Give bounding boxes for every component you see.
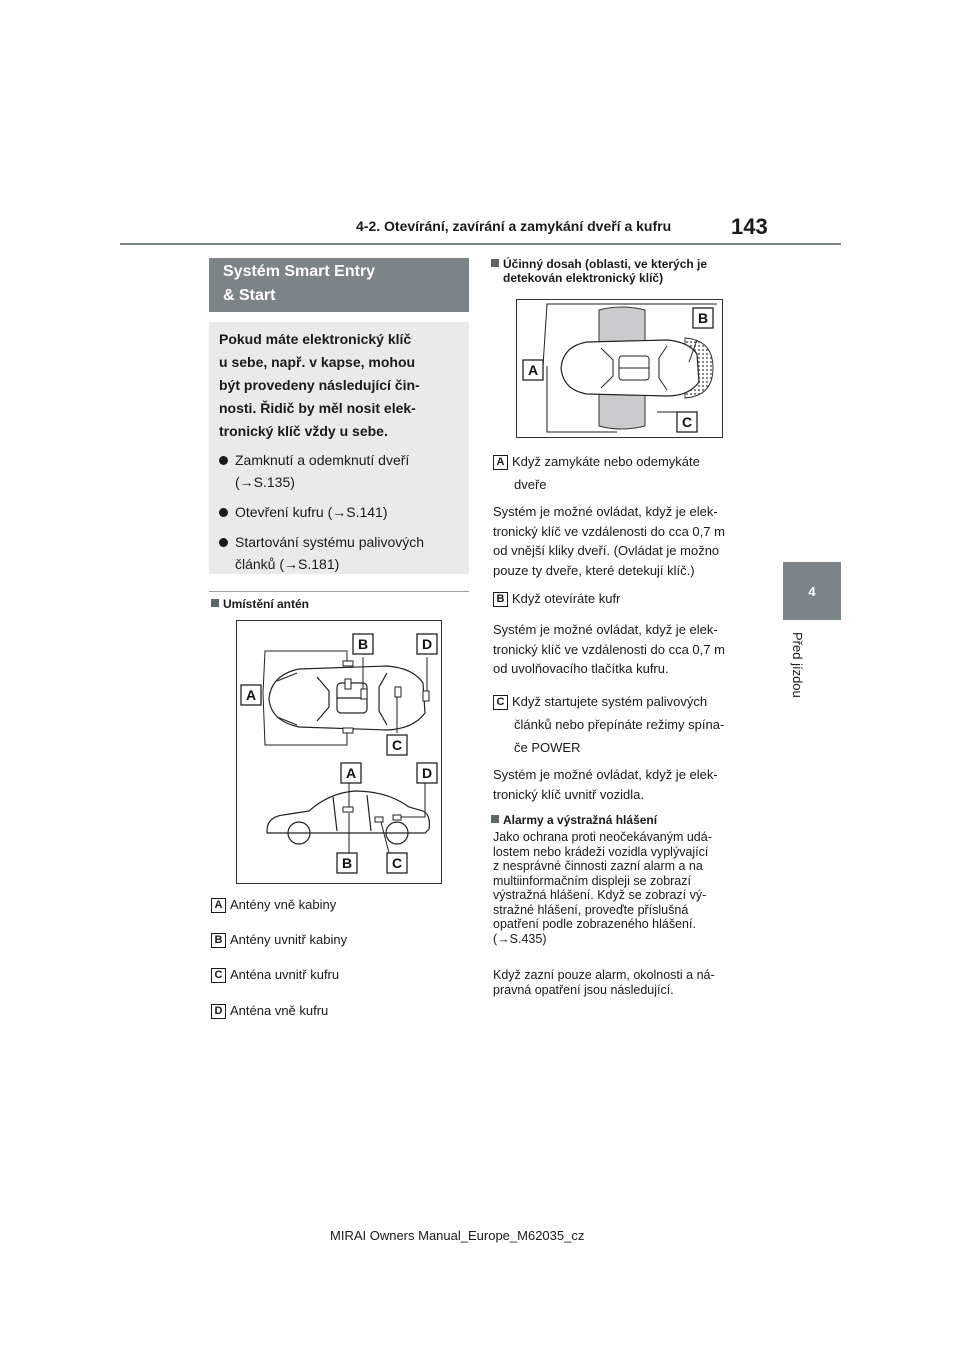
fig2-label-c: C [681, 414, 693, 430]
range-item-a-label: A Když zamykáte nebo odemykáte dveře [493, 450, 700, 496]
fig1-label-a-top: A [245, 687, 257, 703]
antenna-diagram [237, 621, 441, 883]
link-page-435[interactable]: (→S.435) [493, 931, 547, 946]
page-number: 143 [731, 214, 768, 239]
section-title: 4-2. Otevírání, zavírání a zamykání dveří a kufru [356, 218, 672, 234]
fig1-label-d-side: D [421, 765, 433, 781]
fig2-label-a: A [527, 362, 539, 378]
header-divider [120, 243, 841, 245]
chapter-number: 4 [808, 583, 816, 599]
bullet-lock-unlock: Zamknutí a odemknutí dveří (→S.135) [219, 449, 453, 493]
fig1-label-c-top: C [391, 737, 403, 753]
legend-antenna-d: D Anténa vně kufru [211, 1003, 328, 1019]
legend-antenna-b: B Antény uvnitř kabiny [211, 932, 347, 948]
bullet-open-trunk: Otevření kufru (→S.141) [219, 501, 453, 523]
fig1-label-b-side: B [341, 855, 353, 871]
fig1-label-c-side: C [391, 855, 403, 871]
legend-antenna-c: C Anténa uvnitř kufru [211, 967, 339, 983]
range-figure [516, 299, 723, 438]
alarm-heading: Alarmy a výstražná hlášení [491, 813, 657, 827]
antenna-figure [236, 620, 442, 884]
footer-doc-id: MIRAI Owners Manual_Europe_M62035_cz [330, 1228, 585, 1243]
alarm-paragraph-1: Jako ochrana proti neočekávaným udá- lostem nebo krádeži vozidla vyplývající z nesprávné činnosti zazní alarm a na multiinformačním displeji se zobrazí výstražná hlášení. Když se zobrazí vý- stražné hlášení, proveďte příslušná opatření podle zobrazeného hlášení. (→S.435) [493, 830, 712, 946]
fig1-label-d-top: D [421, 636, 433, 652]
range-item-c-desc: Systém je možné ovládat, když je elek- tronický klíč uvnitř vozidla. [493, 767, 718, 802]
antenna-heading: Umístění antén [211, 597, 309, 611]
section-divider [209, 591, 469, 592]
range-item-b-desc: Systém je možné ovládat, když je elek- tronický klíč ve vzdálenosti do cca 0,7 m od uvolňovacího tlačítka kufru. [493, 622, 725, 676]
smart-entry-intro: Pokud máte elektronický klíč u sebe, např. v kapse, mohou být provedeny následující čin- nosti. Řidič by měl nosit elek- tronický klíč vždy u sebe. [219, 331, 420, 439]
legend-antenna-a: A Antény vně kabiny [211, 897, 336, 913]
fig1-label-a-side: A [345, 765, 357, 781]
bullet-start-system: Startování systému palivových článků (→S.181) [219, 531, 453, 575]
range-item-b-label: B Když otevíráte kufr [493, 591, 620, 607]
range-heading: Účinný dosah (oblasti, ve kterých je detekován elektronický klíč) [491, 257, 707, 285]
alarm-paragraph-2: Když zazní pouze alarm, okolnosti a ná- pravná opatření jsou následující. [493, 968, 715, 997]
square-bullet-icon [491, 259, 499, 267]
fig1-label-b-top: B [357, 636, 369, 652]
range-diagram [517, 300, 722, 437]
chapter-label: Před jízdou [790, 632, 805, 698]
range-item-a-desc: Systém je možné ovládat, když je elek- tronický klíč ve vzdálenosti do cca 0,7 m od vnější kliky dveří. (Ovládat je možno pouze ty dveře, které detekují klíč.) [493, 504, 725, 578]
link-page-135[interactable]: (→S.135) [235, 474, 295, 490]
fig2-label-b: B [697, 310, 709, 326]
smart-entry-title: Systém Smart Entry & Start [209, 258, 469, 312]
link-page-181[interactable]: článků (→S.181) [235, 556, 340, 572]
square-bullet-icon [211, 599, 219, 607]
square-bullet-icon [491, 815, 499, 823]
range-item-c-label: C Když startujete systém palivových článků nebo přepínáte režimy spína- če POWER [493, 690, 724, 759]
smart-entry-body [209, 322, 469, 574]
chapter-tab[interactable] [783, 562, 841, 620]
